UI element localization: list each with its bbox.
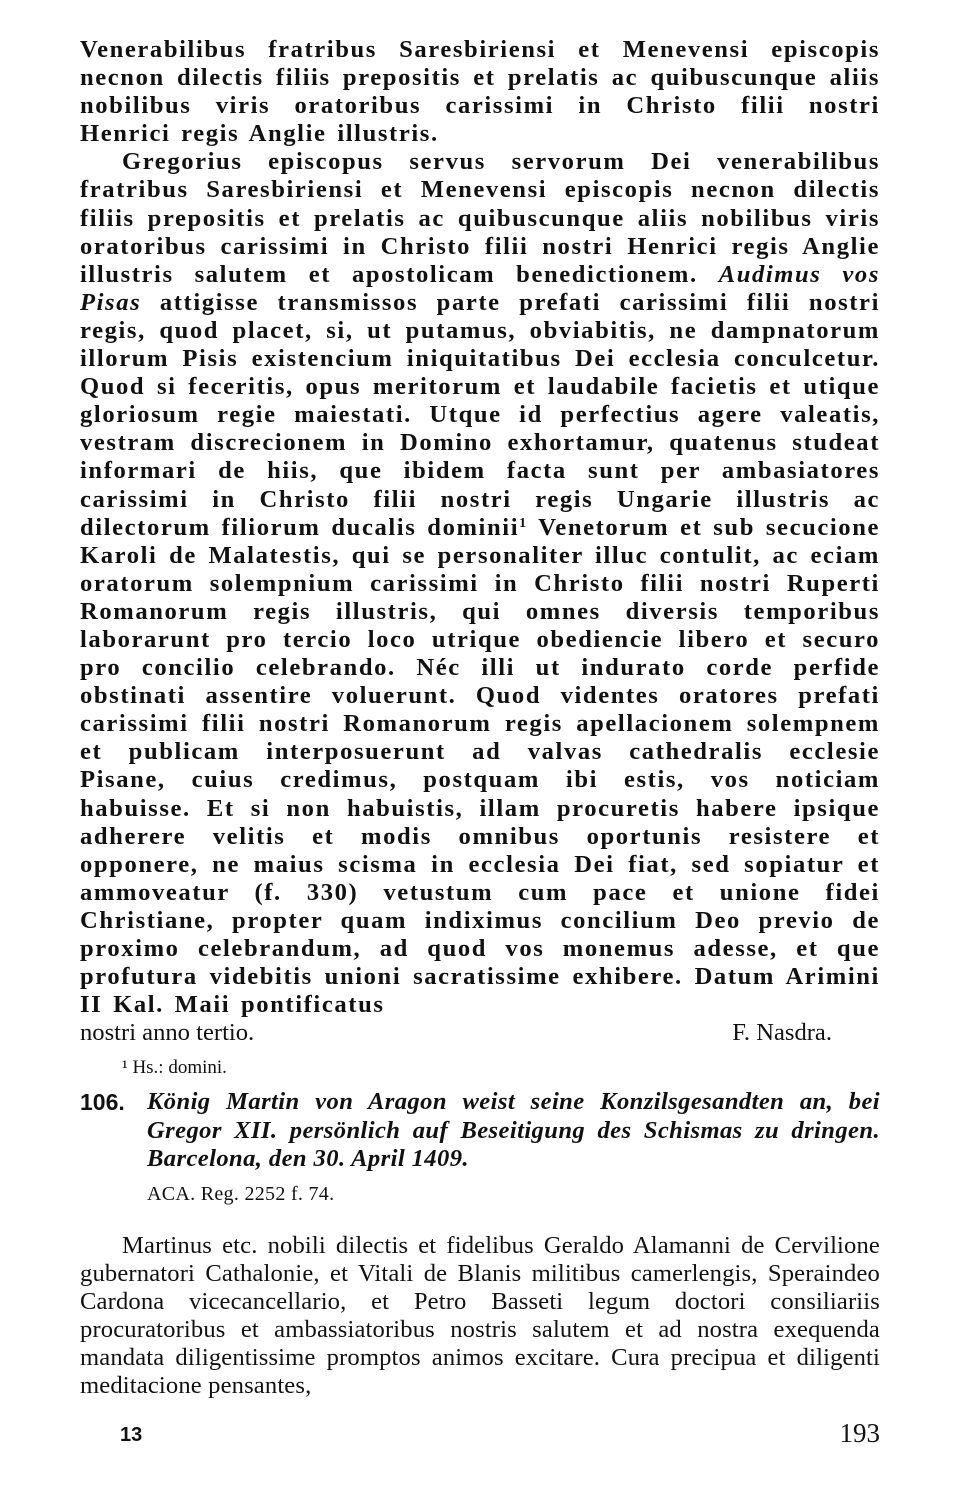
footnote: ¹ Hs.: domini. (122, 1057, 227, 1079)
letter-body-part-b: Venetorum et sub secucione Karoli de Malatestis, qui se personaliter illuc contulit, ac eciam oratorum solempnium carissimi in Christo filii nostri Ruperti Romanorum regis illustris, qui omnes diversis temporibus laborarunt pro tercio loco utrique obediencie libero et securo pro concilio celebrando. Néc illi ut indurato corde perfide obstinati assentire voluerunt. Quod videntes oratores prefati carissimi filii nostri Romanorum regis apellacionem solempnem et publicam interposuerunt ad valvas cathedralis ecclesie Pisane, cuius credimus, postquam ibi estis, vos noticiam habuisse. Et si non habuistis, illam procuretis habere ipsique adherere velitis et modis omnibus oportunis resistere et opponere, ne maius scisma in ecclesia Dei fiat, sed sopiatur et ammoveatur (f. 330) vetustum cum pace et unione fidei Christiane, propter quam indiximus concilium Deo previo de proximo celebrandum, ad quod vos monemus adesse, et que profutura videbitis unioni sacratissime exhibere. Datum Arimini II Kal. Maii pontificatus (80, 513, 881, 1019)
letter-body-opening: Gregorius episcopus servus servorum Dei venerabilibus fratribus Saresbiriensi et Menevensi episcopis necnon dilectis filiis prepositis et prelatis ac quibuscunque aliis nobilibus viris oratoribus carissimi in Christo filii nostri Henrici regis Anglie illustris salutem et apostolicam benedictionem. (80, 148, 880, 288)
letter-section (80, 36, 880, 1081)
signature-mark: 13 (120, 1424, 143, 1446)
letter-body-part-a: attigisse transmissos parte prefati carissimi filii nostri regis, quod placet, si, ut putamus, obviabitis, ne dampnatorum illorum Pisis existencium iniquitatibus Dei ecclesia conculcetur. Quod si feceritis, opus meritorum et laudabile facietis et utique gloriosum regie maiestati. Utque id perfectius agere valeatis, vestram discrecionem in Domino exhortamur, quatenus studeat informari de hiis, que ibidem facta sunt per ambasiatores carissimi in Christo filii nostri regis Ungarie illustris ac dilectorum filiorum ducalis dominii (80, 288, 880, 541)
letter-body-italic: Audimus vos Pisas (80, 260, 880, 316)
document-title: König Martin von Aragon weist seine Konzilsgesandten an, bei Gregor XII. persönlich auf Beseitigung des Schismas zu dringen. Barcelona, den 30. April 1409. (147, 1088, 880, 1172)
document-body-section (80, 1232, 880, 1401)
document-body: Martinus etc. nobili dilectis et fidelibus Geraldo Alamanni de Cervilione gubernatori Cathalonie, et Vitali de Blanis militibus camerlengis, Speraindeo Cardona vicecancellario, et Petro Basseti legum doctori consiliariis procuratoribus et ambassiatoribus nostris salutem et ad nostra exequenda mandata diligentissime promptos animos excitare. Cura precipua et diligenti meditacione pensantes, (80, 1232, 880, 1400)
address-paragraph: Venerabilibus fratribus Saresbiriensi et Menevensi episcopis necnon dilectis filiis prepositis et prelatis ac quibuscunque aliis nobilibus viris oratoribus carissimi in Christo filii nostri Henrici regis Anglie illustris. (80, 36, 880, 148)
document-number: 106. (80, 1089, 125, 1115)
footnote-marker: 1 (519, 515, 528, 531)
closing-text: nostri anno tertio. (80, 1019, 255, 1047)
closing-line (80, 1019, 880, 1047)
document-heading (80, 1088, 880, 1174)
page-number: 193 (839, 1418, 880, 1448)
scribe-signature: F. Nasdra. (732, 1019, 832, 1047)
archive-reference: ACA. Reg. 2252 f. 74. (147, 1183, 335, 1205)
letter-body (80, 148, 880, 1019)
